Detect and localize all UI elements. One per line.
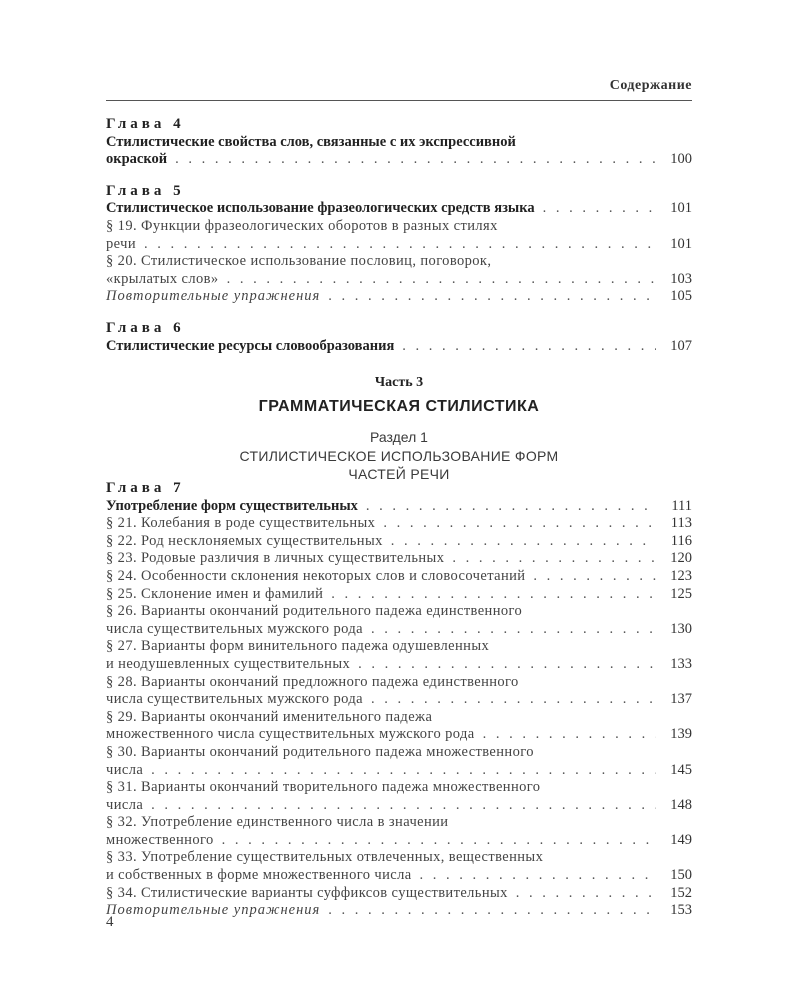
toc-page-number[interactable]: 145 — [670, 761, 692, 778]
toc-line — [106, 867, 692, 885]
toc-line — [106, 271, 692, 289]
header-rule — [106, 100, 692, 101]
toc-entry-text[interactable]: Стилистические свойства слов, связанные с их экспрессивной — [106, 133, 516, 150]
toc-entry-text[interactable]: и неодушевленных существительных — [106, 655, 351, 672]
chapter-label: Глава 4 — [106, 116, 185, 132]
toc-entry-text[interactable]: § 34. Стилистические варианты суффиксов существительных — [106, 884, 508, 901]
toc-entry-text[interactable]: § 21. Колебания в роде существительных — [106, 515, 376, 532]
toc-entry-text[interactable]: § 33. Употребление существительных отвлеченных, вещественных — [106, 849, 544, 866]
toc-entry-text[interactable]: § 30. Варианты окончаний родительного падежа множественного — [106, 743, 534, 760]
dot-leader — [144, 236, 656, 254]
toc-line — [106, 550, 692, 568]
dot-leader — [391, 533, 656, 551]
part-label: Часть 3 — [374, 375, 424, 390]
toc-line — [106, 218, 692, 236]
toc-page-number[interactable]: 101 — [670, 235, 692, 252]
toc-page-number[interactable]: 149 — [670, 831, 692, 848]
dot-leader — [151, 762, 656, 780]
toc-line — [106, 849, 692, 867]
toc-line — [106, 603, 692, 621]
dot-leader — [328, 288, 656, 306]
dot-leader — [366, 498, 656, 516]
toc-entry-text[interactable]: числа — [106, 761, 144, 778]
toc-line — [106, 568, 692, 586]
toc-entry-text[interactable]: § 22. Род несклоняемых существительных — [106, 532, 383, 549]
toc-line — [106, 691, 692, 709]
chapter-label: Глава 5 — [106, 182, 185, 199]
dot-leader — [516, 885, 656, 903]
dot-leader — [328, 902, 656, 920]
toc-entry-text[interactable]: Употребление форм существительных — [106, 497, 358, 514]
toc-line — [106, 709, 692, 727]
part-title: ГРАММАТИЧЕСКАЯ СТИЛИСТИКА — [258, 397, 540, 415]
toc-entry-text[interactable]: § 24. Особенности склонения некоторых слов и словосочетаний — [106, 567, 526, 584]
toc-page-number[interactable]: 148 — [670, 796, 692, 813]
toc-page-number[interactable]: 116 — [670, 532, 692, 549]
toc-page-number[interactable]: 105 — [670, 288, 692, 305]
toc-page-number[interactable]: 133 — [670, 655, 692, 672]
toc-entry-text[interactable]: § 23. Родовые различия в личных существительных — [106, 550, 445, 567]
running-title: Содержание — [609, 78, 692, 93]
toc-entry-text[interactable]: числа — [106, 796, 144, 813]
dot-leader — [227, 271, 656, 289]
dot-leader — [371, 621, 656, 639]
toc-line — [106, 533, 692, 551]
toc-line — [106, 200, 692, 218]
toc-entry-text[interactable]: числа существительных мужского рода — [106, 691, 363, 708]
toc-line — [106, 253, 692, 271]
toc-page-number[interactable]: 153 — [670, 902, 692, 919]
toc-line — [106, 744, 692, 762]
toc-page-number[interactable]: 150 — [670, 867, 692, 884]
dot-leader — [543, 200, 656, 218]
toc-entry-text[interactable]: речи — [106, 235, 136, 252]
spacer — [106, 169, 692, 177]
dot-leader — [222, 832, 656, 850]
toc-page-number[interactable]: 139 — [670, 726, 692, 743]
toc-entry-text[interactable]: § 28. Варианты окончаний предложного падежа единственного — [106, 673, 519, 690]
dot-leader — [331, 586, 656, 604]
toc-page-number[interactable]: 120 — [670, 550, 692, 567]
dot-leader — [533, 568, 656, 586]
section-title-line: СТИЛИСТИЧЕСКОЕ ИСПОЛЬЗОВАНИЕ ФОРМ — [239, 447, 559, 464]
dot-leader — [371, 691, 656, 709]
toc-page-number[interactable]: 152 — [670, 884, 692, 901]
toc-line — [106, 288, 692, 306]
toc-entry-text[interactable]: § 27. Варианты форм винительного падежа одушевленных — [106, 638, 490, 655]
toc-entry-text[interactable]: § 31. Варианты окончаний творительного падежа множественного — [106, 779, 541, 796]
toc-entry-text[interactable]: Повторительные упражнения — [106, 902, 321, 919]
toc-line — [106, 498, 692, 516]
toc-entry-text[interactable]: окраской — [106, 151, 168, 168]
toc-line — [106, 674, 692, 692]
part-heading — [106, 358, 692, 483]
toc-line — [106, 621, 692, 639]
toc-line — [106, 779, 692, 797]
toc-line — [106, 656, 692, 674]
toc-entry-text[interactable]: и собственных в форме множественного числа — [106, 867, 412, 884]
toc-entry-text[interactable]: § 26. Варианты окончаний родительного падежа единственного — [106, 603, 523, 620]
section-title-line: ЧАСТЕЙ РЕЧИ — [348, 465, 450, 482]
toc-line — [106, 885, 692, 903]
toc-line — [106, 814, 692, 832]
toc-line — [106, 338, 692, 356]
dot-leader — [383, 515, 656, 533]
toc-page — [106, 0, 692, 1000]
dot-leader — [175, 151, 656, 169]
toc-line — [106, 586, 692, 604]
toc-line — [106, 134, 692, 152]
toc-line — [106, 902, 692, 920]
toc-line — [106, 515, 692, 533]
toc-entry-text[interactable]: множественного — [106, 831, 214, 848]
toc-entry-text[interactable]: Стилистическое использование фразеологических средств языка — [106, 200, 535, 217]
toc-page-number[interactable]: 101 — [670, 200, 692, 217]
toc-entry-text[interactable]: § 29. Варианты окончаний именительного падежа — [106, 708, 433, 725]
toc-page-number[interactable]: 107 — [670, 337, 692, 354]
toc-entry-text[interactable]: Повторительные упражнения — [106, 288, 321, 305]
chapter-label: Глава 6 — [106, 319, 185, 336]
toc-entry-text[interactable]: § 20. Стилистическое использование пословиц, поговорок, — [106, 253, 492, 270]
toc-page-number[interactable]: 123 — [670, 567, 692, 584]
toc-line — [106, 726, 692, 744]
toc-entry-text[interactable]: § 25. Склонение имен и фамилий — [106, 585, 324, 602]
section-label: Раздел 1 — [370, 429, 428, 446]
toc-page-number[interactable]: 137 — [670, 691, 692, 708]
toc-page-number[interactable]: 103 — [670, 270, 692, 287]
page-number: 4 — [106, 914, 114, 930]
toc-line — [106, 762, 692, 780]
dot-leader — [483, 726, 656, 744]
toc-chapter-7 — [106, 480, 692, 920]
dot-leader — [151, 797, 656, 815]
toc-line — [106, 797, 692, 815]
toc-line — [106, 832, 692, 850]
toc-entry-text[interactable]: «крылатых слов» — [106, 270, 219, 287]
toc-entry-text[interactable]: числа существительных мужского рода — [106, 620, 363, 637]
dot-leader — [452, 550, 656, 568]
toc-top — [106, 116, 692, 355]
toc-page-number[interactable]: 100 — [670, 151, 692, 168]
toc-line — [106, 236, 692, 254]
toc-page-number[interactable]: 130 — [670, 620, 692, 637]
spacer — [106, 306, 692, 314]
toc-entry-text[interactable]: множественного числа существительных мужского рода — [106, 726, 475, 743]
toc-line — [106, 151, 692, 169]
toc-entry-text[interactable]: § 32. Употребление единственного числа в значении — [106, 814, 449, 831]
toc-entry-text[interactable]: § 19. Функции фразеологических оборотов в разных стилях — [106, 217, 498, 234]
toc-line — [106, 638, 692, 656]
dot-leader — [420, 867, 656, 885]
toc-page-number[interactable]: 113 — [670, 515, 692, 532]
dot-leader — [358, 656, 656, 674]
toc-page-number[interactable]: 125 — [670, 585, 692, 602]
dot-leader — [402, 338, 656, 356]
chapter-label: Глава 7 — [106, 480, 185, 496]
toc-entry-text[interactable]: Стилистические ресурсы словообразования — [106, 337, 395, 354]
toc-page-number[interactable]: 111 — [671, 497, 692, 514]
